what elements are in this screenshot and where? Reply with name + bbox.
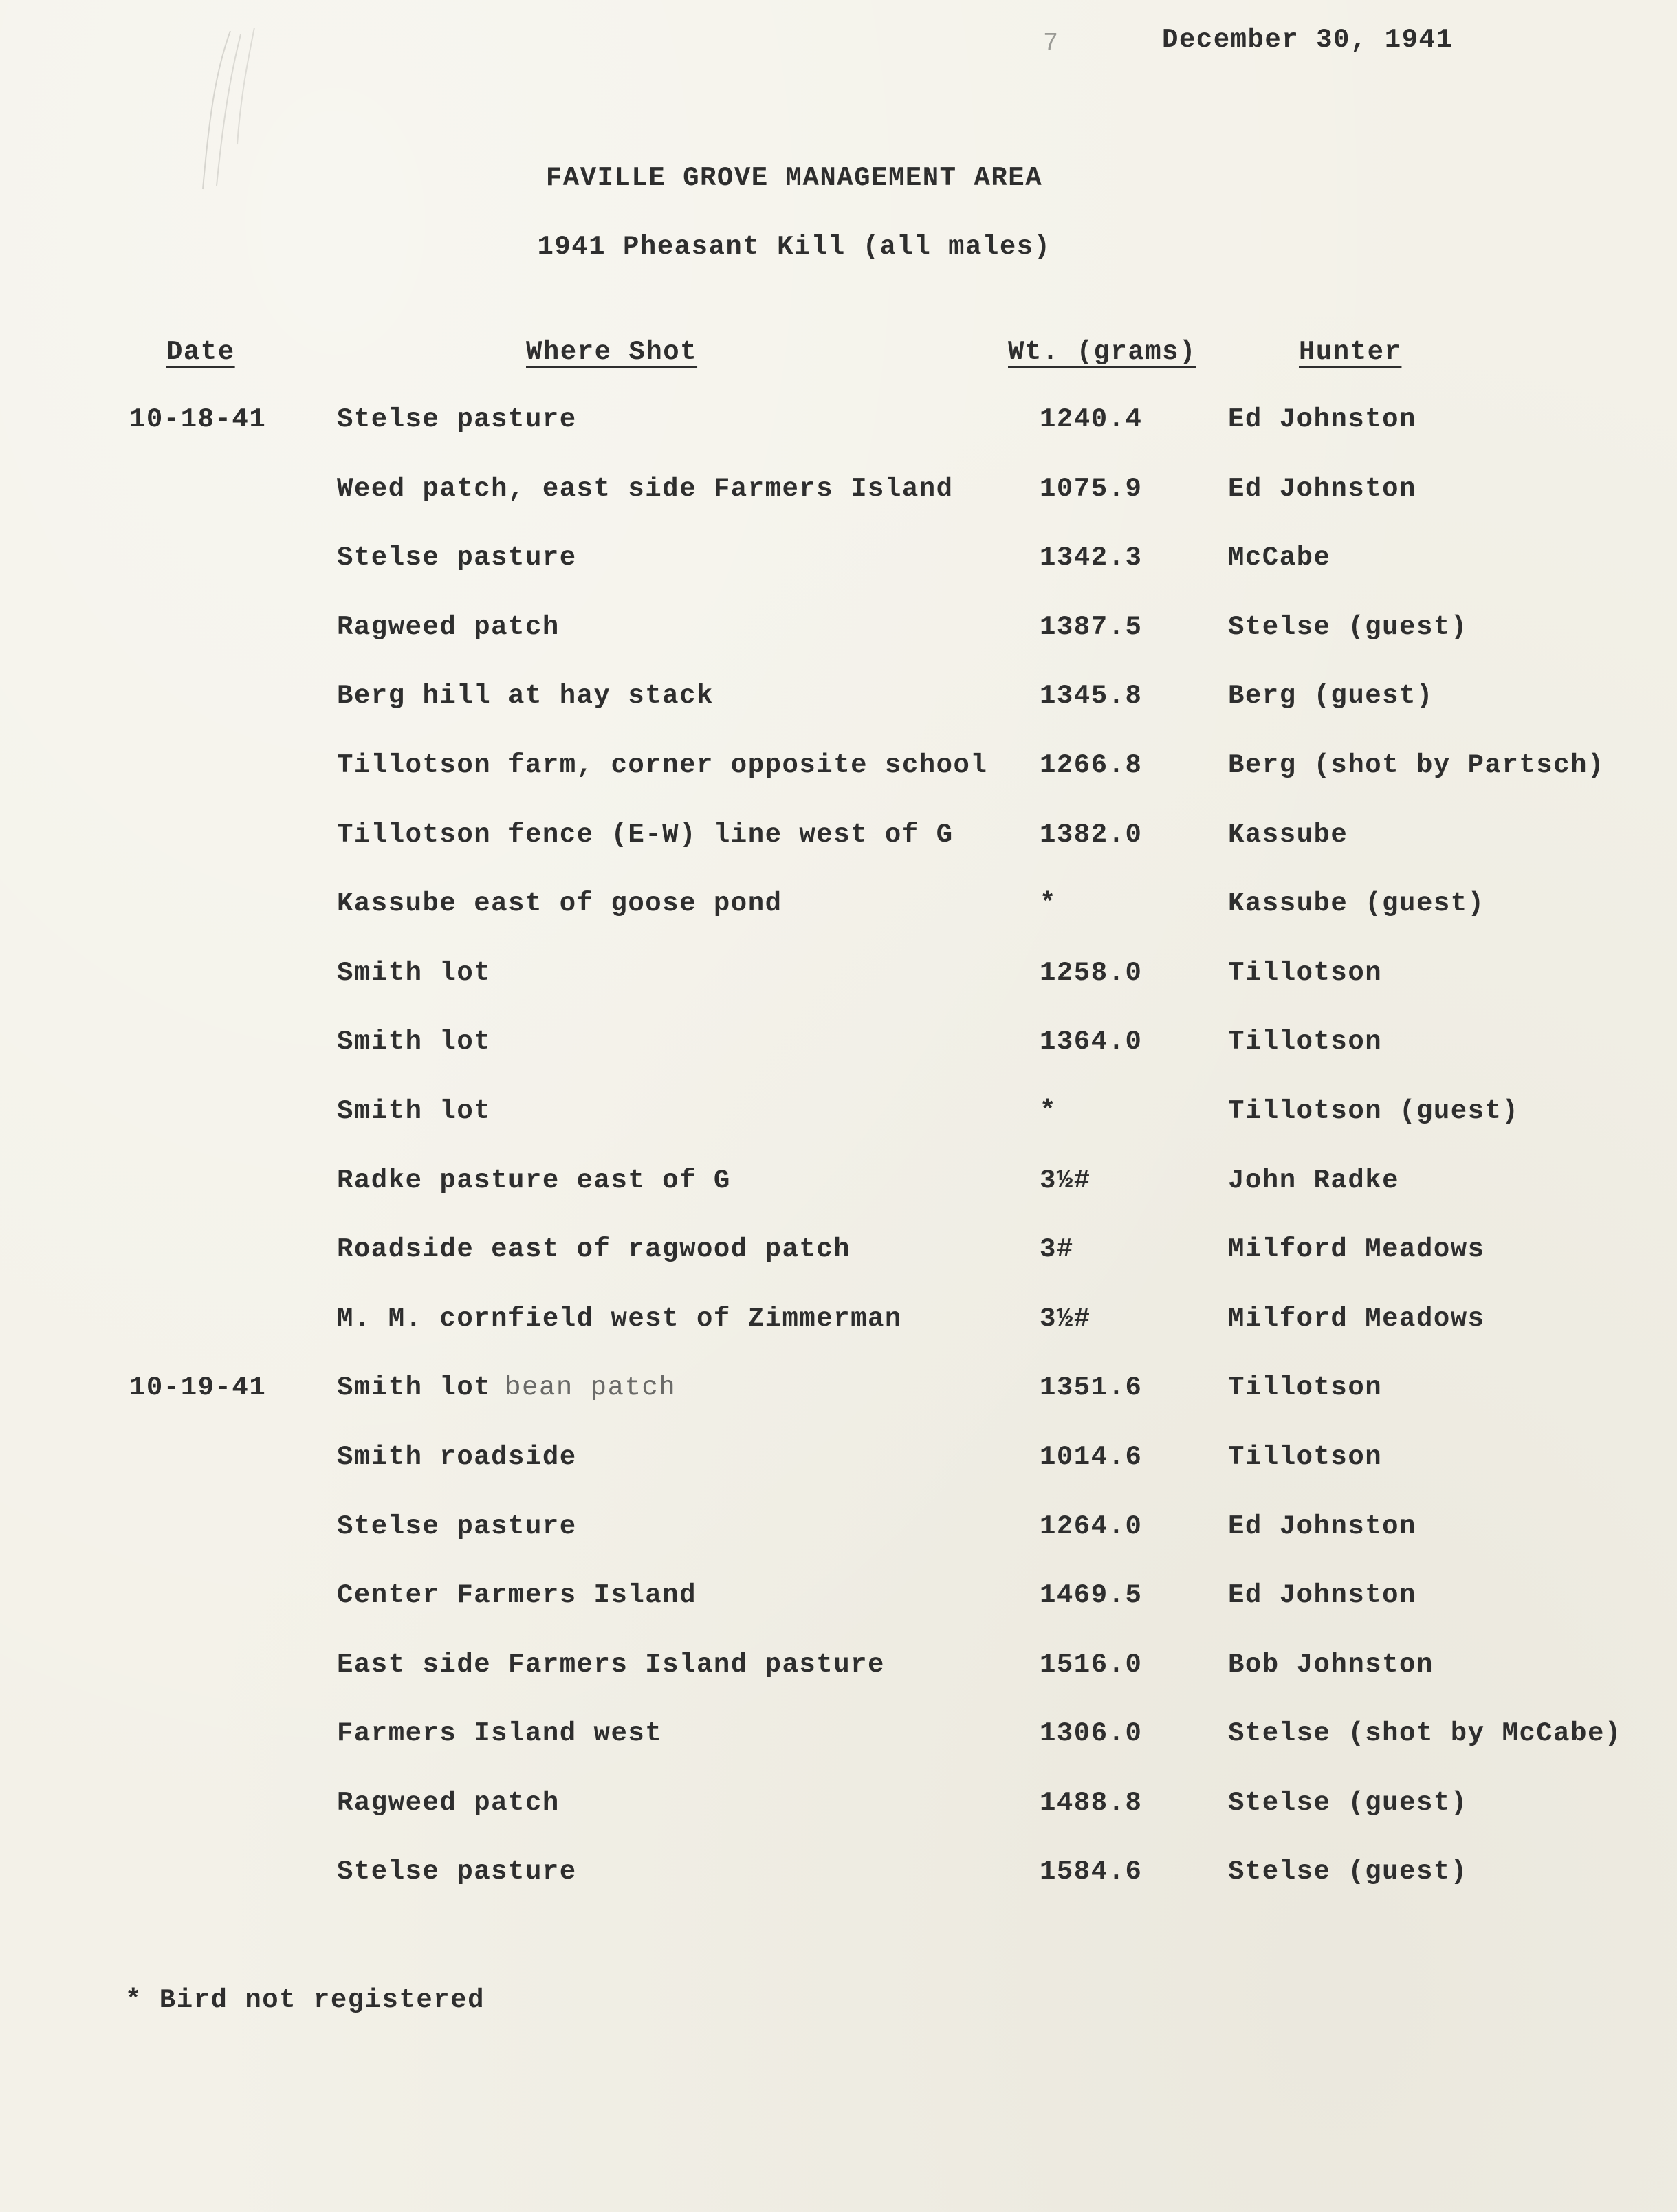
table-row bbox=[0, 1096, 1677, 1165]
table-row bbox=[0, 1857, 1677, 1926]
row-where-shot bbox=[337, 1718, 676, 1749]
table-row bbox=[0, 1304, 1677, 1373]
row-weight: 3½# bbox=[1040, 1303, 1091, 1334]
document-subtitle: 1941 Pheasant Kill (all males) bbox=[537, 232, 1051, 262]
row-where-shot bbox=[337, 1580, 710, 1610]
where-text: Stelse pasture bbox=[337, 1511, 577, 1542]
row-hunter: Ed Johnston bbox=[1228, 473, 1416, 504]
table-row bbox=[0, 474, 1677, 543]
row-where-shot bbox=[337, 888, 796, 919]
row-where-shot bbox=[337, 1304, 916, 1334]
where-text: Ragweed patch bbox=[337, 611, 560, 642]
row-hunter: Milford Meadows bbox=[1228, 1303, 1485, 1334]
row-hunter: Kassube (guest) bbox=[1228, 888, 1485, 919]
where-text: Berg hill at hay stack bbox=[337, 681, 714, 712]
row-weight: 1382.0 bbox=[1040, 819, 1143, 850]
where-text: Radke pasture east of G bbox=[337, 1165, 731, 1196]
row-weight: 1345.8 bbox=[1040, 681, 1143, 712]
table-row bbox=[0, 1580, 1677, 1650]
where-text: Stelse pasture bbox=[337, 1857, 577, 1887]
where-text: Stelse pasture bbox=[337, 543, 577, 573]
row-where-shot bbox=[337, 1857, 591, 1887]
row-date: 10-18-41 bbox=[129, 404, 267, 435]
where-text: Tillotson fence (E-W) line west of G bbox=[337, 819, 954, 850]
row-hunter: Stelse (shot by McCabe) bbox=[1228, 1718, 1622, 1749]
table-row bbox=[0, 1372, 1677, 1442]
where-text: Smith lot bbox=[337, 957, 492, 988]
table-row bbox=[0, 1027, 1677, 1096]
row-hunter: Tillotson bbox=[1228, 1027, 1383, 1058]
row-where-shot bbox=[337, 474, 967, 504]
row-weight: 1266.8 bbox=[1040, 749, 1143, 780]
row-hunter: Tillotson bbox=[1228, 1441, 1383, 1472]
row-where-shot bbox=[337, 681, 727, 711]
column-header-date: Date bbox=[166, 337, 235, 367]
row-weight: 1240.4 bbox=[1040, 404, 1143, 435]
row-hunter: Kassube bbox=[1228, 819, 1348, 850]
table-row bbox=[0, 1788, 1677, 1857]
row-hunter: Stelse (guest) bbox=[1228, 1857, 1468, 1887]
row-weight: 1364.0 bbox=[1040, 1027, 1143, 1058]
row-hunter: Tillotson bbox=[1228, 957, 1383, 988]
row-where-shot bbox=[337, 1650, 899, 1680]
table-row bbox=[0, 750, 1677, 820]
where-text: Tillotson farm, corner opposite school bbox=[337, 749, 988, 780]
table-row bbox=[0, 404, 1677, 474]
row-where-shot bbox=[337, 543, 591, 573]
where-text: Smith lot bbox=[337, 1095, 492, 1126]
where-text: Farmers Island west bbox=[337, 1718, 663, 1749]
table-row bbox=[0, 958, 1677, 1027]
row-hunter: John Radke bbox=[1228, 1165, 1400, 1196]
row-hunter: Bob Johnston bbox=[1228, 1649, 1434, 1680]
table-row bbox=[0, 1650, 1677, 1719]
column-header-hunter: Hunter bbox=[1299, 337, 1402, 367]
row-weight: 3½# bbox=[1040, 1165, 1091, 1196]
where-note: bean patch bbox=[505, 1372, 677, 1403]
page-number-mark: 7 bbox=[1044, 28, 1058, 56]
row-hunter: Ed Johnston bbox=[1228, 1511, 1416, 1542]
row-weight: 1387.5 bbox=[1040, 611, 1143, 642]
where-text: Ragweed patch bbox=[337, 1787, 560, 1818]
row-where-shot bbox=[337, 1096, 505, 1126]
row-where-shot bbox=[337, 1511, 591, 1542]
where-text: Smith lot bbox=[337, 1027, 492, 1058]
where-text: East side Farmers Island pasture bbox=[337, 1649, 885, 1680]
table-row bbox=[0, 1234, 1677, 1304]
row-weight: 1469.5 bbox=[1040, 1580, 1143, 1611]
row-weight: * bbox=[1040, 1095, 1057, 1126]
table-row bbox=[0, 543, 1677, 612]
row-weight: 1342.3 bbox=[1040, 543, 1143, 573]
table-row bbox=[0, 612, 1677, 681]
footnote: * Bird not registered bbox=[125, 1985, 485, 2015]
row-where-shot bbox=[337, 1234, 864, 1264]
where-text: Smith lot bbox=[337, 1372, 492, 1403]
row-hunter: Ed Johnston bbox=[1228, 404, 1416, 435]
row-where-shot bbox=[337, 1165, 745, 1196]
row-date: 10-19-41 bbox=[129, 1372, 267, 1403]
table-row bbox=[0, 888, 1677, 958]
row-weight: 1258.0 bbox=[1040, 957, 1143, 988]
row-where-shot bbox=[337, 404, 591, 435]
row-hunter: Stelse (guest) bbox=[1228, 611, 1468, 642]
kill-records-table bbox=[0, 404, 1677, 1926]
table-row bbox=[0, 681, 1677, 750]
row-where-shot bbox=[337, 612, 573, 642]
row-hunter: Milford Meadows bbox=[1228, 1234, 1485, 1265]
row-weight: 1516.0 bbox=[1040, 1649, 1143, 1680]
table-row bbox=[0, 820, 1677, 889]
row-weight: 1351.6 bbox=[1040, 1372, 1143, 1403]
where-text: Kassube east of goose pond bbox=[337, 888, 782, 919]
row-hunter: Stelse (guest) bbox=[1228, 1787, 1468, 1818]
where-text: M. M. cornfield west of Zimmerman bbox=[337, 1303, 902, 1334]
row-where-shot bbox=[337, 820, 967, 850]
row-weight: 3# bbox=[1040, 1234, 1074, 1265]
row-where-shot bbox=[337, 958, 505, 988]
row-weight: 1075.9 bbox=[1040, 473, 1143, 504]
table-row bbox=[0, 1511, 1677, 1581]
where-text: Smith roadside bbox=[337, 1441, 577, 1472]
row-weight: 1584.6 bbox=[1040, 1857, 1143, 1887]
where-text: Stelse pasture bbox=[337, 404, 577, 435]
table-row bbox=[0, 1442, 1677, 1511]
row-where-shot bbox=[337, 750, 1001, 780]
where-text: Roadside east of ragwood patch bbox=[337, 1234, 851, 1265]
row-weight: 1488.8 bbox=[1040, 1787, 1143, 1818]
table-row bbox=[0, 1165, 1677, 1235]
row-hunter: Ed Johnston bbox=[1228, 1580, 1416, 1611]
document-title: FAVILLE GROVE MANAGEMENT AREA bbox=[545, 163, 1043, 193]
row-hunter: Berg (shot by Partsch) bbox=[1228, 749, 1605, 780]
row-hunter: Berg (guest) bbox=[1228, 681, 1434, 712]
where-text: Center Farmers Island bbox=[337, 1580, 697, 1611]
column-header-weight: Wt. (grams) bbox=[1008, 337, 1196, 367]
row-where-shot bbox=[337, 1788, 573, 1818]
row-weight: 1014.6 bbox=[1040, 1441, 1143, 1472]
row-weight: 1264.0 bbox=[1040, 1511, 1143, 1542]
row-hunter: Tillotson bbox=[1228, 1372, 1383, 1403]
row-where-shot bbox=[337, 1027, 505, 1057]
row-hunter: McCabe bbox=[1228, 543, 1331, 573]
row-weight: * bbox=[1040, 888, 1057, 919]
document-date: December 30, 1941 bbox=[1162, 25, 1454, 55]
column-header-where-shot: Where Shot bbox=[526, 337, 698, 367]
table-row bbox=[0, 1718, 1677, 1788]
row-where-shot bbox=[337, 1372, 676, 1403]
row-weight: 1306.0 bbox=[1040, 1718, 1143, 1749]
where-text: Weed patch, east side Farmers Island bbox=[337, 473, 954, 504]
row-hunter: Tillotson (guest) bbox=[1228, 1095, 1520, 1126]
row-where-shot bbox=[337, 1442, 591, 1472]
